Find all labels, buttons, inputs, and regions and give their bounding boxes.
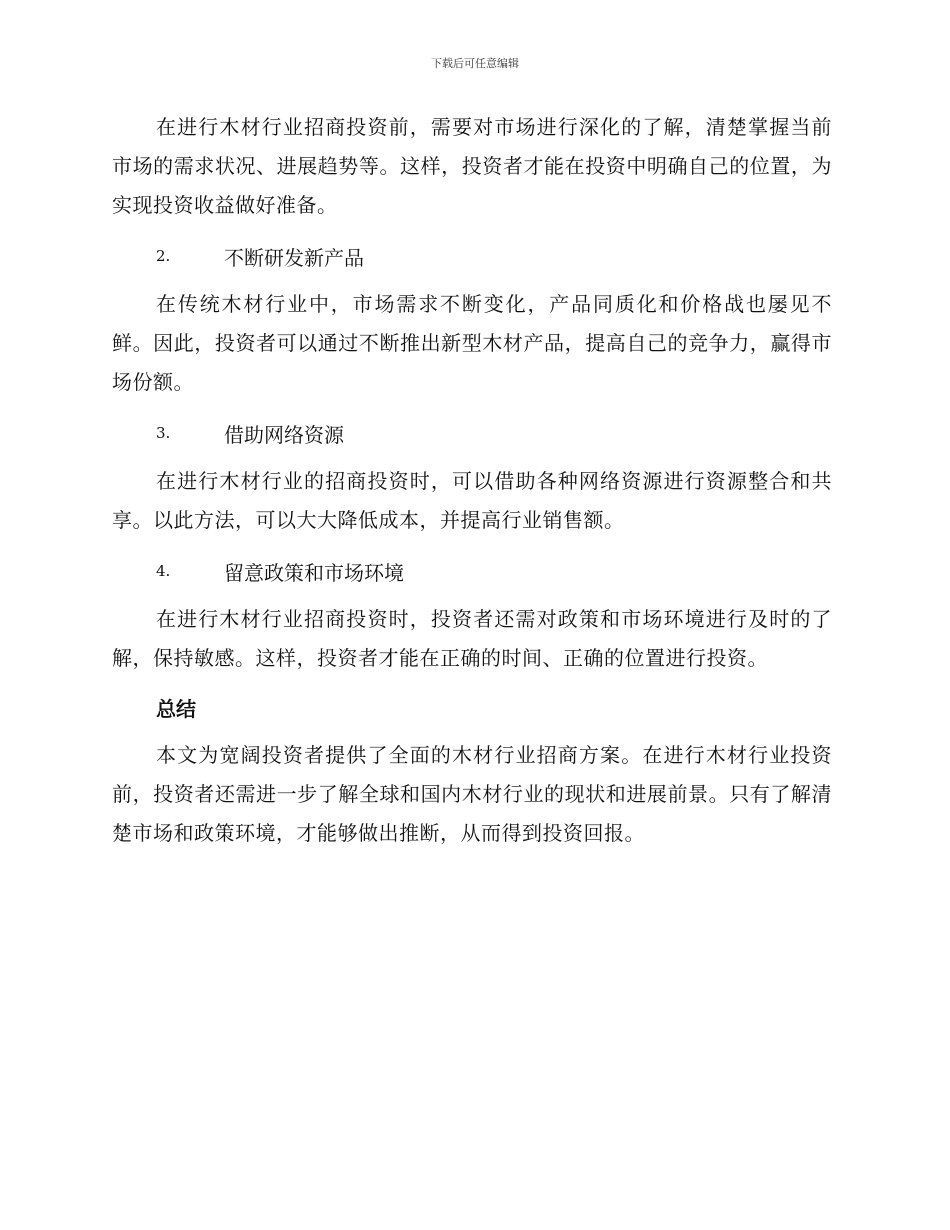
list-heading-new-products (112, 237, 832, 275)
paragraph-new-products: 在传统木材行业中，市场需求不断变化，产品同质化和价格战也屡见不鲜。因此，投资者可以通过不断推出新型木材产品，提高自己的竞争力，赢得市场份额。 (112, 292, 832, 394)
list-heading-policy-environment (112, 552, 832, 590)
list-title: 不断研发新产品 (224, 245, 364, 270)
paragraph-market-understanding: 在进行木材行业招商投资前，需要对市场进行深化的了解，清楚掌握当前市场的需求状况、进展趋势等。这样，投资者才能在投资中明确自己的位置，为实现投资收益做好准备。 (112, 115, 832, 217)
paragraph-summary: 本文为宽阔投资者提供了全面的木材行业招商方案。在进行木材行业投资前，投资者还需进一步了解全球和国内木材行业的现状和进展前景。只有了解清楚市场和政策环境，才能够做出推断，从而得到投资回报。 (112, 743, 832, 845)
list-title: 留意政策和市场环境 (224, 560, 404, 585)
paragraph-policy-environment: 在进行木材行业招商投资时，投资者还需对政策和市场环境进行及时的了解，保持敏感。这样，投资者才能在正确的时间、正确的位置进行投资。 (112, 607, 832, 670)
list-heading-network-resources (112, 414, 832, 452)
list-number: 4. (156, 562, 171, 580)
list-number: 3. (156, 424, 171, 442)
page-header: 下载后可任意编辑 (431, 57, 519, 70)
list-title: 借助网络资源 (224, 422, 344, 447)
summary-heading: 总结 (156, 697, 196, 721)
paragraph-network-resources: 在进行木材行业的招商投资时，可以借助各种网络资源进行资源整合和共享。以此方法，可以大大降低成本，并提高行业销售额。 (112, 469, 832, 532)
list-number: 2. (156, 247, 171, 265)
document-body (112, 108, 832, 865)
